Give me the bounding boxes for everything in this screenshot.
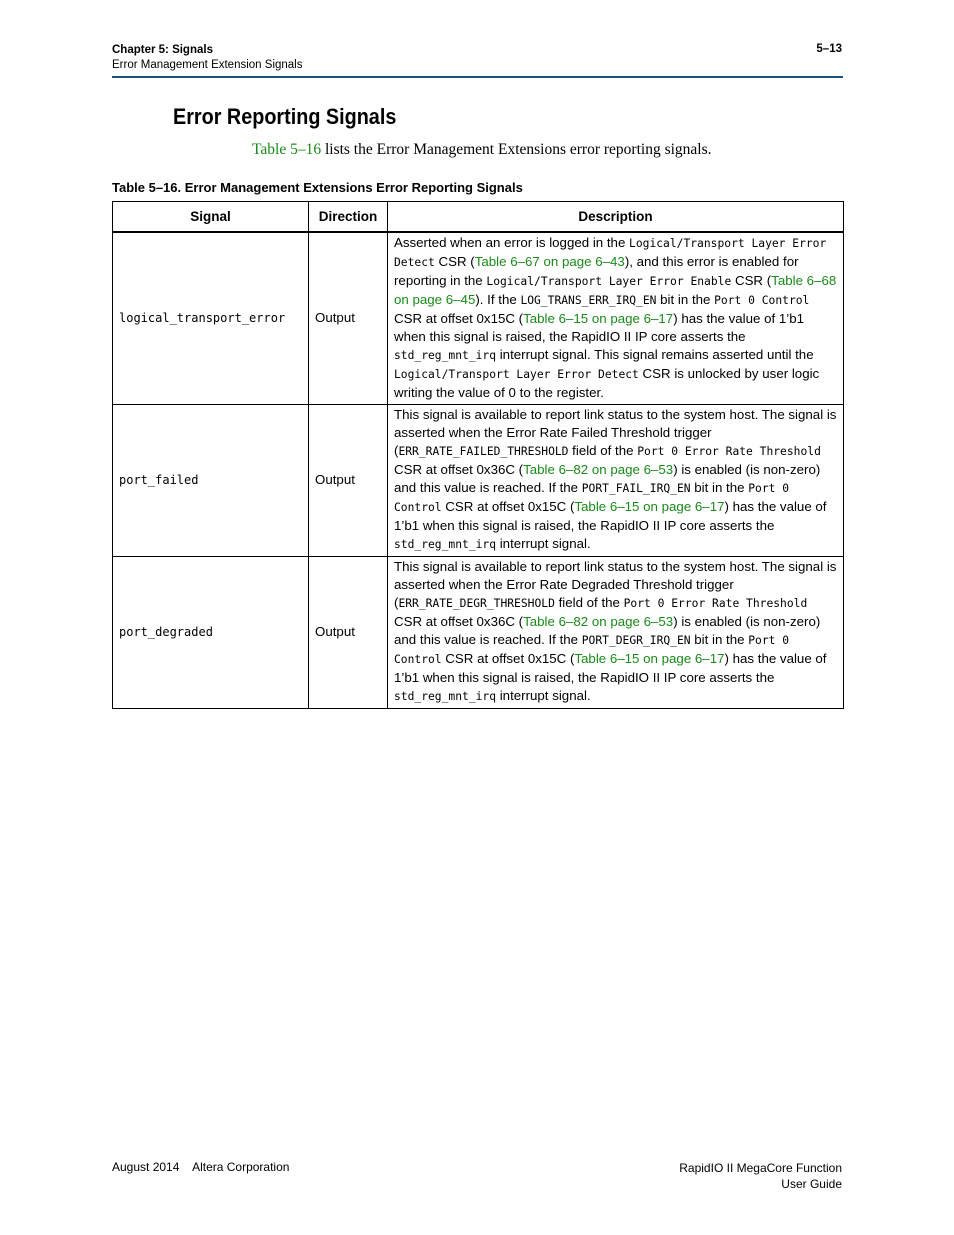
footer-title — [679, 1160, 842, 1192]
cross-reference-link[interactable]: Table 6–15 on page 6–17 — [523, 311, 674, 326]
section-title: Error Management Extension Signals — [112, 59, 303, 71]
signal-name: port_failed — [113, 405, 309, 557]
description-text: This signal is available to report link status to the system host. The signal is asserted when the Error Rate Degraded Threshold trigger ( — [394, 559, 837, 610]
description-text: bit in the — [690, 480, 749, 495]
signal-name: port_degraded — [113, 557, 309, 709]
signal-description — [388, 557, 844, 709]
description-text: CSR ( — [731, 273, 772, 288]
description-text: This signal is available to report link status to the system host. The signal is asserted when the Error Rate Failed Threshold trigger ( — [394, 407, 837, 458]
signal-direction: Output — [309, 232, 388, 405]
description-text: CSR at offset 0x36C ( — [394, 462, 524, 477]
header-signal: Signal — [113, 202, 309, 233]
register-name: PORT_FAIL_IRQ_EN — [581, 482, 691, 495]
footer-date-company: August 2014 Altera Corporation — [112, 1160, 290, 1174]
signal-description — [388, 232, 844, 405]
signals-table — [112, 201, 844, 709]
signal-name: logical_transport_error — [113, 232, 309, 405]
register-name: Port 0 Control — [394, 634, 790, 666]
description-text: ) has the value of 1’b1 when this signal is raised, the RapidIO II IP core asserts the — [394, 311, 805, 344]
description-text: ) is enabled (is non-zero) and this value is reached. If the — [394, 614, 821, 647]
register-name: ERR_RATE_FAILED_THRESHOLD — [398, 445, 569, 458]
description-text: interrupt signal. This signal remains asserted until the — [496, 347, 814, 362]
description-text: CSR at offset 0x15C ( — [394, 311, 524, 326]
register-name: Port 0 Control — [714, 294, 810, 307]
register-name: std_reg_mnt_irq — [394, 538, 497, 551]
description-text: Asserted when an error is logged in the — [394, 235, 630, 250]
register-name: Logical/Transport Layer Error Detect — [394, 368, 639, 381]
intro-text: lists the Error Management Extensions error reporting signals. — [321, 141, 712, 158]
description-text: bit in the — [656, 292, 715, 307]
cross-reference-link[interactable]: Table 6–82 on page 6–53 — [523, 614, 674, 629]
table-row — [113, 557, 844, 709]
register-name: LOG_TRANS_ERR_IRQ_EN — [520, 294, 657, 307]
running-header — [112, 43, 303, 73]
register-name: Port 0 Control — [394, 482, 790, 514]
description-text: CSR at offset 0x15C ( — [441, 651, 575, 666]
intro-paragraph — [252, 141, 712, 159]
cross-reference-link[interactable]: Table 6–82 on page 6–53 — [523, 462, 674, 477]
description-text: field of the — [568, 443, 638, 458]
register-name: Port 0 Error Rate Threshold — [623, 597, 808, 610]
header-direction: Direction — [309, 202, 388, 233]
register-name: Logical/Transport Layer Error Enable — [486, 275, 732, 288]
table-link[interactable]: Table 5–16 — [252, 141, 322, 158]
footer-doc-type: User Guide — [781, 1177, 842, 1191]
description-text: ), and this error is enabled for reporting in the — [394, 254, 799, 288]
description-text: CSR ( — [434, 254, 475, 269]
register-name: std_reg_mnt_irq — [394, 349, 497, 362]
footer-product: RapidIO II MegaCore Function — [679, 1161, 842, 1175]
register-name: PORT_DEGR_IRQ_EN — [581, 634, 691, 647]
table-caption: Table 5–16. Error Management Extensions Error Reporting Signals — [112, 180, 523, 195]
description-text: field of the — [554, 595, 624, 610]
cross-reference-link[interactable]: Table 6–68 on page 6–45 — [394, 273, 837, 307]
cross-reference-link[interactable]: Table 6–67 on page 6–43 — [474, 254, 625, 269]
description-text: interrupt signal. — [496, 688, 591, 703]
description-text: bit in the — [690, 632, 749, 647]
header-description: Description — [388, 202, 844, 233]
description-text: CSR at offset 0x36C ( — [394, 614, 524, 629]
table-header-row — [113, 202, 844, 233]
signal-description — [388, 405, 844, 557]
cross-reference-link[interactable]: Table 6–15 on page 6–17 — [574, 651, 725, 666]
description-text: interrupt signal. — [496, 536, 591, 551]
register-name: std_reg_mnt_irq — [394, 690, 497, 703]
description-text: ) has the value of 1’b1 when this signal is raised, the RapidIO II IP core asserts the — [394, 651, 827, 685]
section-heading: Error Reporting Signals — [173, 104, 397, 129]
register-name: ERR_RATE_DEGR_THRESHOLD — [398, 597, 555, 610]
table-row — [113, 405, 844, 557]
description-text: CSR is unlocked by user logic writing the value of 0 to the register. — [394, 366, 820, 400]
page-number: 5–13 — [816, 43, 842, 55]
register-name: Port 0 Error Rate Threshold — [637, 445, 821, 458]
cross-reference-link[interactable]: Table 6–15 on page 6–17 — [574, 499, 725, 514]
register-name: Logical/Transport Layer Error Detect — [394, 237, 827, 269]
description-text: ) has the value of 1’b1 when this signal is raised, the RapidIO II IP core asserts the — [394, 499, 827, 533]
description-text: CSR at offset 0x15C ( — [441, 499, 575, 514]
chapter-title: Chapter 5: Signals — [112, 44, 213, 56]
table-row — [113, 232, 844, 405]
header-rule — [112, 76, 843, 78]
signal-direction: Output — [309, 557, 388, 709]
signal-direction: Output — [309, 405, 388, 557]
description-text: ). If the — [475, 292, 521, 307]
description-text: ) is enabled (is non-zero) and this value is reached. If the — [394, 462, 821, 495]
